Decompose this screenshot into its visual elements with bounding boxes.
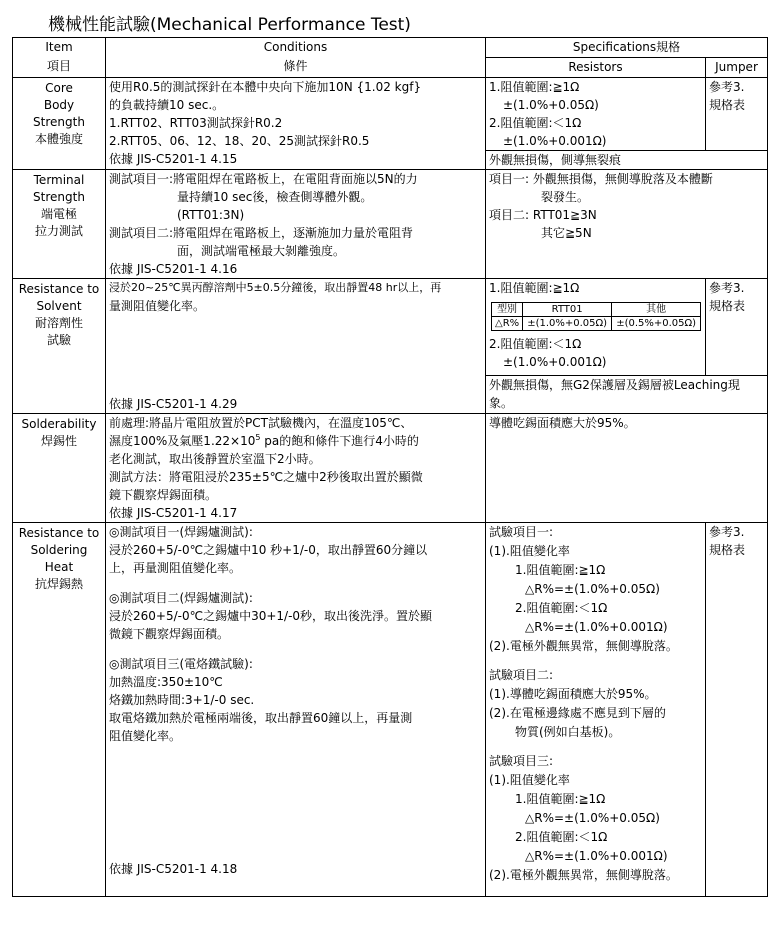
jumper-line: 規格表 xyxy=(709,299,746,313)
spec-line: (2).在電極邊緣處不應見到下層的 xyxy=(489,706,666,720)
condition-line: 面，測試端電極最大剝離強度。 xyxy=(177,244,346,258)
standard-reference: 依據 JIS-C5201-1 4.17 xyxy=(109,506,238,520)
condition-line: 浸於260+5/-0℃之錫爐中10 秒+1/-0，取出靜置60分鐘以 xyxy=(109,543,428,557)
spec-line: ±(1.0%+0.001Ω) xyxy=(503,355,607,369)
subtable-value-row xyxy=(492,317,701,331)
condition-line xyxy=(109,432,482,450)
conditions-resistance-to-solvent xyxy=(106,279,486,414)
standard-reference: 依據 JIS-C5201-1 4.29 xyxy=(109,397,238,411)
condition-line: 量持續10 sec後，檢查側導體外觀。 xyxy=(177,190,373,204)
row-resistance-to-soldering-heat xyxy=(13,523,768,897)
condition-line: ◎測試項目二(焊錫爐測試): xyxy=(109,591,253,605)
spec-line: △R%=±(1.0%+0.001Ω) xyxy=(525,849,668,863)
item-line: Soldering xyxy=(30,543,88,557)
condition-line: 量測阻值變化率。 xyxy=(109,299,206,313)
item-line: Solderability xyxy=(21,417,97,431)
spec-line: 導體吃錫面積應大於95%。 xyxy=(489,416,636,430)
subtable-cell: 型別 xyxy=(492,303,523,317)
condition-line: 測試項目二:將電阻焊在電路板上，逐漸施加力量於電阻背 xyxy=(109,226,414,240)
subtable-cell: △R% xyxy=(492,317,523,331)
spec-line: 項目二: RTT01≧3N xyxy=(489,208,597,222)
jumper-line: 規格表 xyxy=(709,543,746,557)
spec-line: 1.阻值範圍:≧1Ω xyxy=(489,80,580,94)
subtable-cell: 其他 xyxy=(612,303,701,317)
conditions-header-en: Conditions xyxy=(263,40,328,54)
condition-line: ◎測試項目三(電烙鐵試驗): xyxy=(109,657,253,671)
condition-line: 鏡下觀察焊錫面積。 xyxy=(109,488,218,502)
spec-line: 其它≧5N xyxy=(541,226,592,240)
jumper-line: 規格表 xyxy=(709,98,746,112)
spec-line: (1).阻值變化率 xyxy=(489,544,570,558)
spec-line: ±(1.0%+0.05Ω) xyxy=(503,98,599,112)
condition-line: 老化測試，取出後靜置於室溫下2小時。 xyxy=(109,452,321,466)
condition-line: 加熱溫度:350±10℃ xyxy=(109,675,223,689)
spec-terminal-strength xyxy=(486,170,768,279)
conditions-header-zh: 條件 xyxy=(283,59,308,73)
spacer xyxy=(109,643,482,655)
conditions-solderability xyxy=(106,414,486,523)
condition-line: 微鏡下觀察焊錫面積。 xyxy=(109,627,230,641)
spec-line: △R%=±(1.0%+0.001Ω) xyxy=(525,620,668,634)
spec-line: ±(1.0%+0.001Ω) xyxy=(503,134,607,148)
spec-line: 試驗項目三: xyxy=(489,754,554,768)
row-resistance-to-solvent xyxy=(13,279,768,376)
spec-line: △R%=±(1.0%+0.05Ω) xyxy=(525,582,660,596)
spec-line: 外觀無損傷，無G2保護層及錫層被Leaching現 xyxy=(489,377,740,392)
spec-line: 象。 xyxy=(489,395,514,410)
standard-reference: 依據 JIS-C5201-1 4.16 xyxy=(109,262,238,276)
jumper-core-body-strength xyxy=(706,78,768,151)
specifications-header: Specifications規格 xyxy=(486,38,768,58)
conditions-top xyxy=(109,523,482,745)
spacer xyxy=(489,656,702,666)
condition-text: pa的飽和條件下進行4小時的 xyxy=(260,434,419,448)
item-line: Solvent xyxy=(36,299,82,313)
condition-line: 上，再量測阻值變化率。 xyxy=(109,561,242,575)
item-line: 焊錫性 xyxy=(40,434,77,448)
condition-line: 阻值變化率。 xyxy=(109,729,182,743)
standard-reference: 依據 JIS-C5201-1 4.15 xyxy=(109,152,238,166)
condition-text: 濕度100%及氣壓1.22×10 xyxy=(109,434,256,448)
spec-resistance-to-solvent xyxy=(486,279,706,376)
condition-line: ◎測試項目一(焊錫爐測試): xyxy=(109,525,253,539)
item-line: 端電極 xyxy=(40,207,77,221)
item-line: Body xyxy=(43,98,75,112)
conditions-wrapper xyxy=(109,523,482,896)
spacer xyxy=(489,742,702,752)
conditions-header xyxy=(106,38,486,78)
condition-line: 2.RTT05、06、12、18、20、25測試探針R0.5 xyxy=(109,134,370,148)
spec-line: 1.阻值範圍:≧1Ω xyxy=(515,792,606,806)
spec-line: 試驗項目一: xyxy=(489,525,554,539)
item-line: 本體強度 xyxy=(34,132,83,146)
spec-note-core-body-strength: 外觀無損傷，側導無裂痕 xyxy=(486,151,768,170)
spacer xyxy=(109,577,482,589)
standard-reference: 依據 JIS-C5201-1 4.18 xyxy=(109,862,238,876)
subtable-cell: RTT01 xyxy=(523,303,612,317)
conditions-wrapper xyxy=(109,279,482,413)
item-line: Strength xyxy=(33,190,85,204)
condition-line: 取電烙鐵加熱於電極兩端後，取出靜置60鐘以上，再量測 xyxy=(109,711,413,725)
spec-line: 1.阻值範圍:≧1Ω xyxy=(489,281,580,295)
jumper-resistance-to-soldering-heat xyxy=(706,523,768,897)
subtable-head-row xyxy=(492,303,701,317)
spec-solderability xyxy=(486,414,768,523)
subtable-cell: ±(0.5%+0.05Ω) xyxy=(612,317,701,331)
conditions-resistance-to-soldering-heat xyxy=(106,523,486,897)
spec-note-resistance-to-solvent xyxy=(486,375,768,413)
condition-line: 的負載持續10 sec.。 xyxy=(109,98,225,112)
item-line: 拉力測試 xyxy=(34,224,83,238)
spec-core-body-strength xyxy=(486,78,706,151)
item-header xyxy=(13,38,106,78)
item-line: 耐溶劑性 xyxy=(34,316,83,330)
condition-line: 測試項目一:將電阻焊在電路板上，在電阻背面施以5N的力 xyxy=(109,172,418,186)
subtable-cell: ±(1.0%+0.05Ω) xyxy=(523,317,612,331)
condition-line: 使用R0.5的測試探針在本體中央向下施加10N {1.02 kgf} xyxy=(109,80,422,94)
spec-line: 2.阻值範圍:＜1Ω xyxy=(515,601,608,615)
condition-line: 浸於260+5/-0℃之錫爐中30+1/-0秒，取出後洗淨。置於顯 xyxy=(109,609,433,623)
spec-line: 物質(例如白基板)。 xyxy=(515,725,621,739)
condition-line: 烙鐵加熱時間:3+1/-0 sec. xyxy=(109,693,255,707)
spec-line: 2.阻值範圍:＜1Ω xyxy=(489,116,582,130)
item-header-zh: 項目 xyxy=(46,59,71,73)
jumper-resistance-to-solvent xyxy=(706,279,768,376)
spec-line: (1).導體吃錫面積應大於95%。 xyxy=(489,687,657,701)
spec-line: 裂發生。 xyxy=(541,190,590,204)
item-line: Core xyxy=(45,81,73,95)
condition-line: (RTT01:3N) xyxy=(177,208,245,222)
spec-line: (1).阻值變化率 xyxy=(489,773,570,787)
spec-line: △R%=±(1.0%+0.05Ω) xyxy=(525,811,660,825)
conditions-core-body-strength xyxy=(106,78,486,170)
condition-line: 前處理:將晶片電阻放置於PCT試驗機內，在溫度105℃、 xyxy=(109,416,413,430)
row-core-body-strength xyxy=(13,78,768,151)
condition-line: 測試方法：將電阻浸於235±5℃之爐中2秒後取出置於顯微 xyxy=(109,470,423,484)
jumper-line: 參考3. xyxy=(709,281,745,295)
conditions-top xyxy=(109,279,482,315)
jumper-header: Jumper xyxy=(706,58,768,78)
item-line: Terminal xyxy=(33,173,85,187)
item-line: Resistance to xyxy=(18,282,100,296)
exponent: 5 xyxy=(255,433,261,442)
item-line: Strength xyxy=(33,115,85,129)
spec-line: 1.阻值範圍:≧1Ω xyxy=(515,563,606,577)
page-title: 機械性能試驗(Mechanical Performance Test) xyxy=(48,15,411,35)
item-resistance-to-solvent xyxy=(13,279,106,414)
item-core-body-strength xyxy=(13,78,106,170)
item-header-en: Item xyxy=(45,40,73,54)
spec-line: (2).電極外觀無異常，無側導脫落。 xyxy=(489,639,678,653)
jumper-line: 參考3. xyxy=(709,525,745,539)
item-resistance-to-soldering-heat xyxy=(13,523,106,897)
conditions-terminal-strength xyxy=(106,170,486,279)
spec-line: 項目一: 外觀無損傷，無側導脫落及本體斷 xyxy=(489,172,713,186)
spec-line: (2).電極外觀無異常，無側導脫落。 xyxy=(489,868,678,882)
item-line: Heat xyxy=(44,560,74,574)
spec-line: 2.阻值範圍:＜1Ω xyxy=(515,830,608,844)
spec-line: 試驗項目二: xyxy=(489,668,554,682)
jumper-line: 參考3. xyxy=(709,80,745,94)
item-line: Resistance to xyxy=(18,526,100,540)
condition-line: 1.RTT02、RTT03測試探針R0.2 xyxy=(109,116,283,130)
item-solderability xyxy=(13,414,106,523)
header-row-1 xyxy=(13,38,768,58)
condition-line: 浸於20~25℃異丙醇溶劑中5±0.5分鐘後，取出靜置48 hr以上，再 xyxy=(109,281,442,294)
spec-line: 2.阻值範圍:＜1Ω xyxy=(489,337,582,351)
resistors-header: Resistors xyxy=(486,58,706,78)
item-line: 試驗 xyxy=(46,333,71,347)
item-line: 抗焊錫熱 xyxy=(34,577,83,591)
row-terminal-strength xyxy=(13,170,768,279)
row-solderability xyxy=(13,414,768,523)
spec-resistance-to-soldering-heat xyxy=(486,523,706,897)
delta-r-subtable xyxy=(491,302,701,331)
item-terminal-strength xyxy=(13,170,106,279)
mechanical-test-table xyxy=(12,37,768,897)
